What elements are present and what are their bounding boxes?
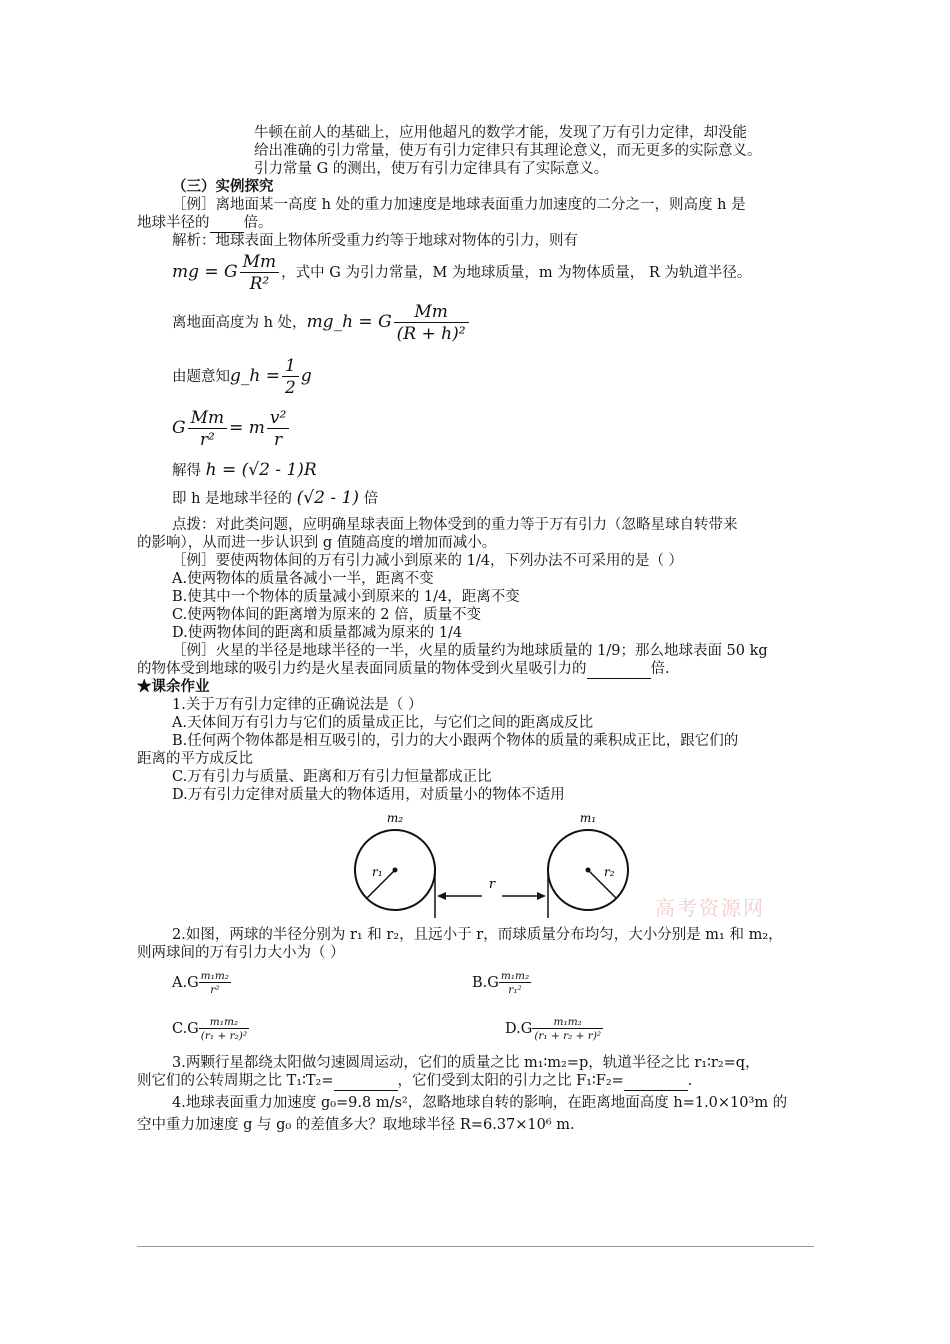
question-1-option-b-line-1: B.任何两个物体都是相互吸引的，引力的大小跟两个物体的质量的乘积成正比，跟它们的 — [172, 733, 739, 749]
tip-line-2: 的影响），从而进一步认识到 g 值随高度的增加而减小。 — [137, 535, 497, 551]
equation-4-middle: = m — [229, 418, 265, 438]
option-b-numerator: m₁m₂ — [500, 969, 530, 982]
homework-heading: ★课余作业 — [137, 678, 210, 695]
section-heading: （三）实例探究 — [172, 178, 274, 195]
question-4-line-1: 4.地球表面重力加速度 g₀=9.8 m/s²，忽略地球自转的影响，在距离地面高度 h=1.0×10³m 的 — [172, 1095, 788, 1111]
answer-blank — [210, 214, 244, 233]
option-d-label: D.G — [505, 1021, 533, 1037]
equation-1-row — [172, 250, 751, 295]
option-c-denominator: (r₁ + r₂)² — [200, 1029, 248, 1042]
equation-2-lhs: mg_h = G — [306, 312, 392, 332]
question-2-option-c — [172, 1012, 249, 1046]
question-2-line-2: 则两球间的万有引力大小为（ ） — [137, 945, 345, 961]
answer-blank — [587, 660, 651, 679]
example-3-text-b: 倍. — [650, 661, 670, 677]
example-1-line-1: ［例］离地面某一高度 h 处的重力加速度是地球表面重力加速度的二分之一，则高度 h 是 — [172, 197, 746, 213]
label-r2: r₂ — [604, 865, 615, 879]
label-r1: r₁ — [372, 865, 383, 879]
question-3-text-a: 则它们的公转周期之比 T₁∶T₂= — [137, 1073, 334, 1089]
equation-1-explanation: ，式中 G 为引力常量，M 为地球质量，m 为物体质量， R 为轨道半径。 — [281, 265, 752, 281]
question-2-option-a — [172, 966, 231, 1000]
label-r: r — [488, 877, 496, 892]
equation-3-denominator: 2 — [284, 377, 296, 398]
equation-3-fraction — [282, 356, 299, 399]
option-a-numerator: m₁m₂ — [200, 969, 230, 982]
intro-line-3: 引力常量 G 的测出，使万有引力定律具有了实际意义。 — [254, 161, 609, 177]
question-1-option-a: A.天体间万有引力与它们的质量成正比，与它们之间的距离成反比 — [172, 715, 594, 731]
example-2-option-d: D.使两物体间的距离和质量都减为原来的 1/4 — [172, 625, 463, 641]
distance-arrowhead-right — [537, 892, 546, 900]
example-2-option-a: A.使两物体的质量各减小一半，距离不变 — [172, 571, 434, 587]
equation-4-denominator-2: r — [274, 429, 283, 450]
question-3-line-1: 3.两颗行星都绕太阳做匀速圆周运动，它们的质量之比 m₁∶m₂=p，轨道半径之比 r₁∶r₂=q， — [172, 1055, 760, 1071]
question-1-option-b-line-2: 距离的平方成反比 — [137, 751, 253, 767]
equation-6-prefix: 即 h 是地球半径的 — [172, 491, 293, 507]
equation-2-denominator: (R + h)² — [396, 323, 466, 344]
option-c-label: C.G — [172, 1021, 199, 1037]
intro-line-2: 给出准确的引力常量，使万有引力定律只有其理论意义，而无更多的实际意义。 — [254, 143, 762, 159]
analysis-intro: 解析：地球表面上物体所受重力约等于地球对物体的引力，则有 — [172, 233, 578, 249]
equation-5-row — [172, 458, 317, 483]
answer-blank — [334, 1072, 398, 1091]
example-2-option-c: C.使两物体间的距离增为原来的 2 倍，质量不变 — [172, 607, 482, 623]
question-1-option-d: D.万有引力定律对质量大的物体适用，对质量小的物体不适用 — [172, 787, 565, 803]
question-2-line-1: 2.如图，两球的半径分别为 r₁ 和 r₂，且远小于 r，而球质量分布均匀，大小分别是 m₁ 和 m₂， — [172, 927, 783, 943]
equation-4-lhs: G — [172, 418, 186, 438]
equation-3-row — [172, 354, 312, 399]
question-4-line-2: 空中重力加速度 g 与 g₀ 的差值多大？取地球半径 R=6.37×10⁶ m. — [137, 1117, 575, 1133]
option-c-numerator: m₁m₂ — [199, 1016, 249, 1029]
question-3-line-2 — [137, 1072, 692, 1091]
question-1: 1.关于万有引力定律的正确说法是（ ） — [172, 697, 423, 713]
option-d-fraction — [532, 1016, 603, 1043]
equation-5-prefix: 解得 — [172, 463, 201, 479]
watermark-text: 高考资源网 — [655, 896, 765, 920]
question-2-option-b — [472, 966, 531, 1000]
equation-5-result: h = (√2 - 1)R — [205, 460, 317, 480]
example-1-line-2 — [137, 214, 273, 233]
equation-6-row — [172, 486, 378, 511]
equation-1-numerator: Mm — [240, 252, 280, 273]
example-2-option-b: B.使其中一个物体的质量减小到原来的 1/4，距离不变 — [172, 589, 520, 605]
equation-4-numerator-1: Mm — [188, 408, 228, 429]
example-1-text-b: 倍。 — [243, 215, 273, 231]
equation-3-numerator: 1 — [282, 356, 299, 377]
footer-divider — [137, 1246, 814, 1247]
option-c-fraction — [199, 1016, 249, 1043]
example-3-line-2 — [137, 660, 670, 679]
option-a-fraction — [199, 970, 231, 997]
answer-blank — [624, 1072, 688, 1091]
option-b-denominator: r₁² — [508, 983, 522, 996]
equation-1-lhs: mg = G — [172, 262, 238, 282]
equation-3-rhs: g — [300, 366, 312, 386]
equation-4-row — [172, 406, 291, 451]
option-b-label: B.G — [472, 975, 499, 991]
distance-arrowhead-left — [437, 892, 446, 900]
question-1-option-c: C.万有引力与质量、距离和万有引力恒量都成正比 — [172, 769, 492, 785]
label-m1: m₁ — [579, 811, 597, 825]
question-3-text-c: . — [687, 1073, 693, 1089]
label-m2: m₂ — [386, 811, 404, 825]
equation-2-prefix: 离地面高度为 h 处， — [172, 315, 307, 331]
option-d-numerator: m₁m₂ — [532, 1016, 603, 1029]
equation-1-fraction — [240, 252, 280, 295]
intro-line-1: 牛顿在前人的基础上，应用他超凡的数学才能，发现了万有引力定律，却没能 — [254, 125, 747, 141]
equation-3-prefix: 由题意知 — [172, 369, 230, 385]
equation-1-denominator: R² — [249, 273, 270, 294]
equation-4-denominator-1: r² — [199, 429, 215, 450]
equation-2-fraction — [394, 302, 469, 345]
equation-6-value: (√2 - 1) — [296, 488, 359, 508]
equation-4-numerator-2: v² — [267, 408, 289, 429]
example-2-question: ［例］要使两物体间的万有引力减小到原来的 1/4，下列办法不可采用的是（ ） — [172, 553, 684, 569]
tip-line-1: 点拨：对此类问题，应明确星球表面上物体受到的重力等于万有引力（忽略星球自转带来 — [172, 517, 738, 533]
example-1-text-a: 地球半径的 — [137, 215, 210, 231]
option-a-label: A.G — [172, 975, 199, 991]
option-b-fraction — [499, 970, 531, 997]
option-d-denominator: (r₁ + r₂ + r)² — [534, 1029, 602, 1042]
equation-4-fraction-1 — [188, 408, 228, 451]
example-3-text-a: 的物体受到地球的吸引力约是火星表面同质量的物体受到火星吸引力的 — [137, 661, 587, 677]
equation-6-suffix: 倍 — [363, 491, 379, 507]
equation-2-numerator: Mm — [394, 302, 469, 323]
option-a-denominator: r² — [210, 983, 220, 996]
example-3-line-1: ［例］火星的半径是地球半径的一半，火星的质量约为地球质量的 1/9；那么地球表面 50 kg — [172, 643, 768, 659]
equation-4-fraction-2 — [267, 408, 289, 451]
question-2-option-d — [505, 1012, 603, 1046]
equation-2-row — [172, 300, 471, 345]
question-3-text-b: ，它们受到太阳的引力之比 F₁∶F₂= — [397, 1073, 624, 1089]
equation-3-lhs: g_h = — [230, 366, 280, 386]
